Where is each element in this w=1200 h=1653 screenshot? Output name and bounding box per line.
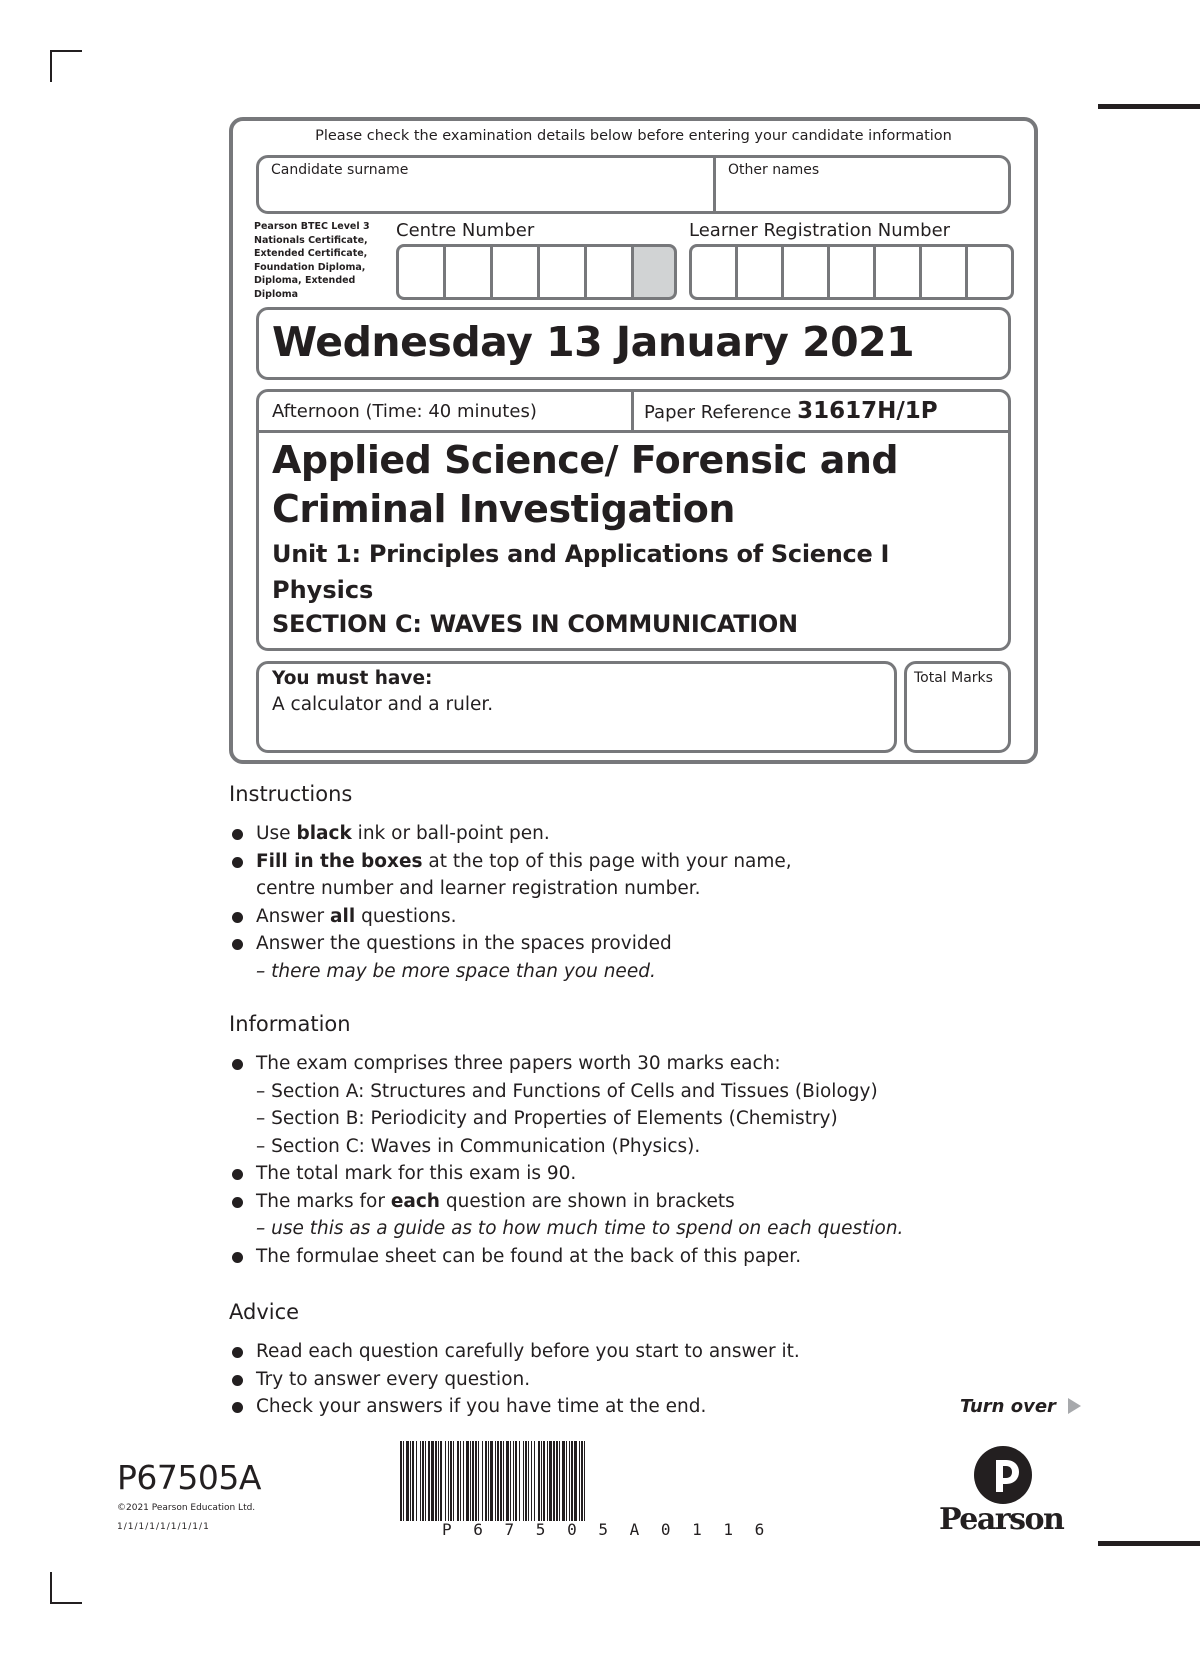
paper-reference-code: 31617H/1P (797, 398, 938, 424)
advice-list (229, 1338, 929, 1421)
centre-digit-box[interactable] (584, 244, 634, 300)
learner-registration-label: Learner Registration Number (689, 220, 951, 241)
learner-digit-box[interactable] (735, 244, 784, 300)
list-sub-item: – Section B: Periodicity and Properties of Elements (Chemistry) (256, 1108, 838, 1129)
list-item: Check your answers if you have time at the end. (229, 1393, 929, 1421)
crop-mark-top-left (50, 50, 82, 82)
unit-title: Unit 1: Principles and Applications of Science I (272, 540, 890, 568)
crop-mark-bottom-left (50, 1572, 82, 1604)
learner-digit-box[interactable] (873, 244, 922, 300)
turn-over-arrow-icon (1068, 1398, 1081, 1414)
list-item: The exam comprises three papers worth 30 marks each: (229, 1050, 1109, 1078)
information-heading: Information (229, 1012, 351, 1036)
learner-digit-box[interactable] (965, 244, 1014, 300)
advice-heading: Advice (229, 1300, 300, 1324)
section-title: SECTION C: WAVES IN COMMUNICATION (272, 610, 798, 638)
paper-code: P67505A (117, 1458, 261, 1497)
turn-over: Turn over (960, 1396, 1081, 1417)
pearson-logo-icon (974, 1446, 1032, 1504)
centre-digit-box[interactable] (443, 244, 493, 300)
list-item: The total mark for this exam is 90. (229, 1160, 1109, 1188)
list-item: The formulae sheet can be found at the back of this paper. (229, 1243, 1109, 1271)
centre-digit-box[interactable] (396, 244, 446, 300)
list-item: Read each question carefully before you start to answer it. (229, 1338, 929, 1366)
must-have-text: A calculator and a ruler. (272, 694, 494, 715)
centre-number-boxes[interactable] (396, 244, 677, 300)
learner-digit-box[interactable] (689, 244, 738, 300)
other-names-field[interactable]: Other names (728, 162, 820, 178)
learner-digit-box[interactable] (827, 244, 876, 300)
centre-digit-box-shaded (631, 244, 677, 300)
total-marks-label: Total Marks (914, 670, 993, 686)
barcode-gap (585, 1441, 587, 1521)
instructions-heading: Instructions (229, 782, 353, 806)
session-col-divider (631, 389, 634, 432)
list-sub-item: – Section C: Waves in Communication (Physics). (256, 1135, 701, 1157)
edge-bar-top-right (1098, 104, 1200, 109)
list-item: The marks for each question are shown in brackets (229, 1188, 1109, 1216)
list-item: Answer all questions. (229, 903, 1029, 931)
barcode (400, 1441, 798, 1521)
name-divider (713, 155, 716, 214)
candidate-surname-field[interactable]: Candidate surname (271, 162, 409, 178)
list-item-continuation: – use this as a guide as to how much time to spend on each question. (256, 1218, 904, 1239)
qualification-text: Pearson BTEC Level 3 Nationals Certificate, Extended Certificate, Foundation Diploma, Diploma, Extended Diploma (254, 221, 370, 300)
centre-number-label: Centre Number (396, 220, 535, 241)
information-list (229, 1050, 1109, 1270)
header-notice: Please check the examination details below before entering your candidate information (315, 128, 952, 144)
exam-date: Wednesday 13 January 2021 (272, 318, 915, 366)
session-time: Afternoon (Time: 40 minutes) (272, 401, 537, 422)
barcode-number: P 6 7 5 0 5 A 0 1 1 6 (442, 1520, 771, 1539)
learner-digit-box[interactable] (781, 244, 830, 300)
centre-digit-box[interactable] (537, 244, 587, 300)
list-item-continuation: centre number and learner registration number. (256, 878, 701, 899)
paper-reference (644, 398, 938, 424)
learner-registration-boxes[interactable] (689, 244, 1014, 300)
publisher-name: Pearson (939, 1502, 1064, 1537)
learner-digit-box[interactable] (919, 244, 968, 300)
list-item: Try to answer every question. (229, 1366, 929, 1394)
subject-title: Applied Science/ Forensic and Criminal Investigation (272, 438, 899, 531)
list-item: Fill in the boxes at the top of this page with your name, (229, 848, 1029, 876)
must-have-title: You must have: (272, 668, 433, 689)
list-item: Use black ink or ball-point pen. (229, 820, 1029, 848)
print-code: 1/1/1/1/1/1/1/1/1 (117, 1522, 210, 1532)
edge-bar-bottom-right (1098, 1541, 1200, 1546)
list-item: Answer the questions in the spaces provided (229, 930, 1029, 958)
discipline-title: Physics (272, 576, 374, 604)
list-sub-item: – Section A: Structures and Functions of Cells and Tissues (Biology) (256, 1080, 878, 1102)
paper-reference-label: Paper Reference (644, 402, 792, 423)
instructions-list (229, 820, 1029, 985)
centre-digit-box[interactable] (490, 244, 540, 300)
list-item-continuation: – there may be more space than you need. (256, 960, 656, 982)
copyright: ©2021 Pearson Education Ltd. (117, 1503, 256, 1513)
